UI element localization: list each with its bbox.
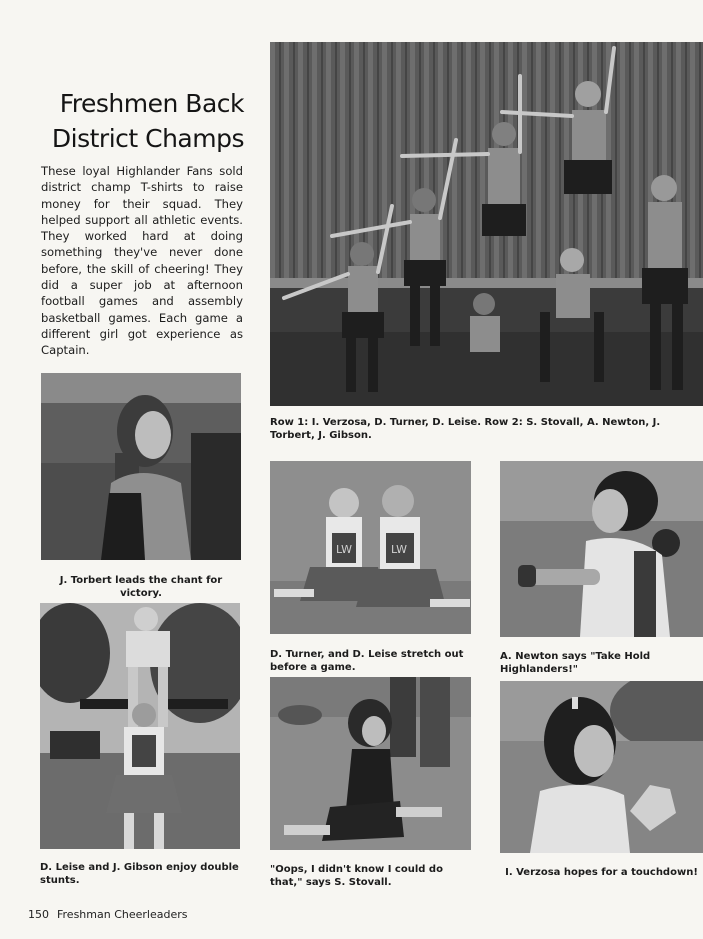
photo-newton [500,461,703,637]
photo-stovall [270,677,471,850]
uniform-logo-right: LW [391,543,407,556]
caption-group-photo: Row 1: I. Verzosa, D. Turner, D. Leise. Row 2: S. Stovall, A. Newton, J. Torbert, J. Gibson. [270,417,661,441]
caption-turner-leise: D. Turner, and D. Leise stretch out before a game. [270,649,464,673]
photo-turner-leise [270,461,471,634]
title-line-1: Freshmen Back [59,89,244,118]
photo-verzosa [500,681,703,853]
caption-leise-gibson: D. Leise and J. Gibson enjoy double stunts. [40,862,239,886]
title-line-2: District Champs [51,124,244,153]
page-number: 150 [28,908,49,921]
uniform-logo-left: LW [336,543,352,556]
photo-torbert [41,373,241,560]
photo-leise-gibson [40,603,240,849]
page-title [40,86,244,156]
caption-torbert: J. Torbert leads the chant for victory. [59,575,223,599]
section-name: Freshman Cheerleaders [57,908,188,921]
caption-verzosa: I. Verzosa hopes for a touchdown! [505,867,698,878]
caption-newton: A. Newton says "Take Hold Highlanders!" [500,651,651,675]
page-footer [28,908,195,921]
group-photo [270,42,703,406]
caption-stovall: "Oops, I didn't know I could do that," says S. Stovall. [270,864,443,888]
article-body: These loyal Highlander Fans sold district champ T-shirts to raise money for their squad. They helped support all athletic events. They worked hard at doing something they've never done before, the skill of cheering! They did a super job at afternoon football games and assembly basketball games. Each game a different girl got experience as Captain. [41,164,243,358]
